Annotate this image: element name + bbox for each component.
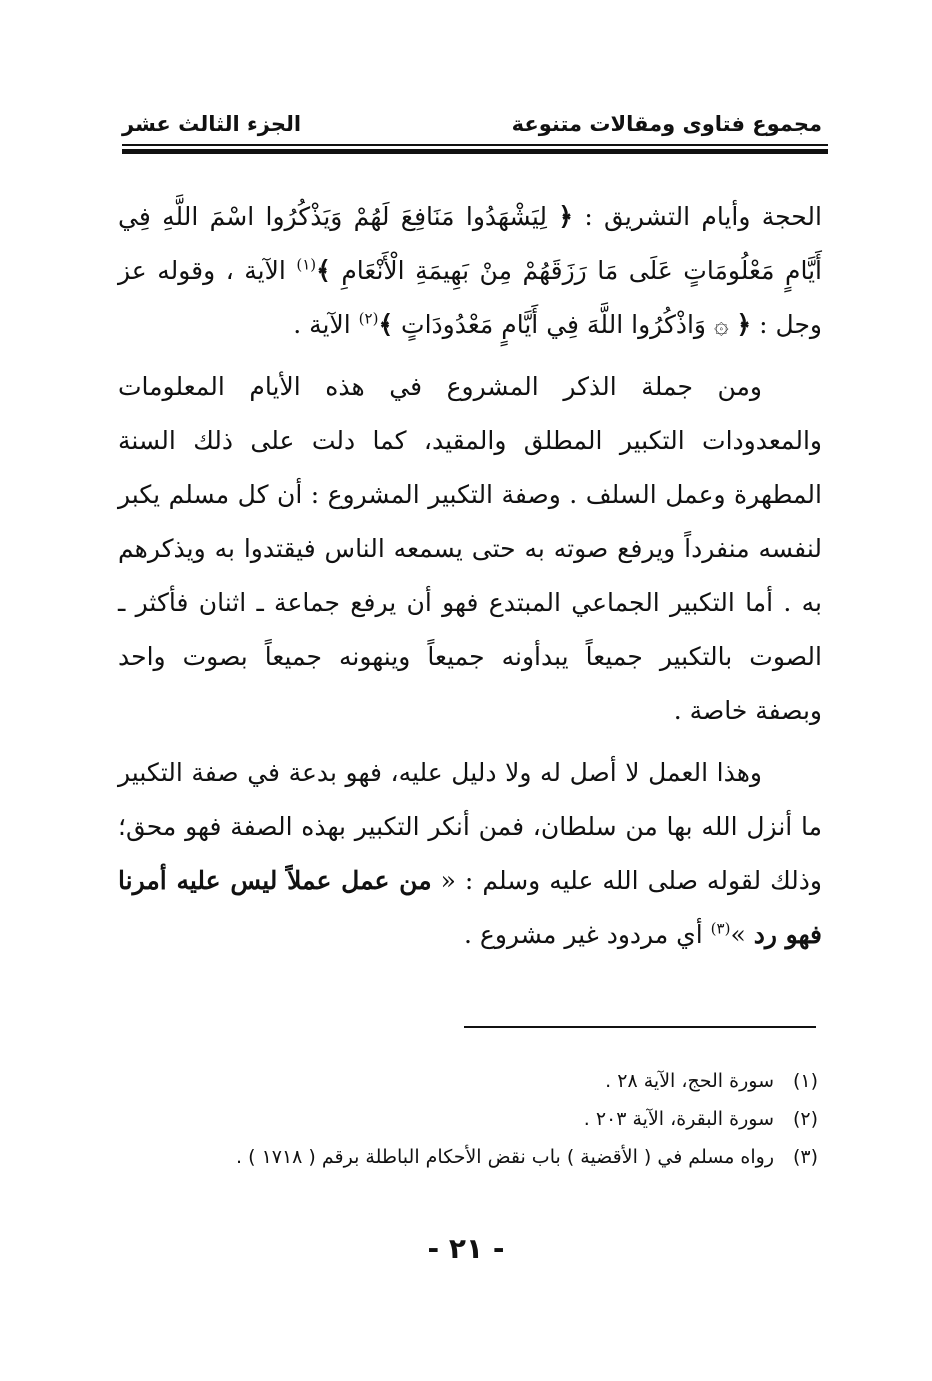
footnote-item — [112, 1062, 818, 1100]
p1-tail: الآية . — [293, 310, 351, 339]
quran-bracket-open: ﴿ — [558, 202, 573, 231]
paragraph-3 — [118, 746, 822, 962]
book-title: مجموع فتاوى ومقالات متنوعة — [511, 112, 822, 136]
part-label: الجزء الثالث عشر — [122, 112, 302, 136]
footnote-number: (١) — [792, 1070, 818, 1092]
footnote-item — [112, 1138, 818, 1176]
footnote-text: سورة الحج، الآية ٢٨ . — [605, 1070, 774, 1092]
footnotes — [112, 1062, 818, 1176]
running-header — [122, 112, 822, 140]
quote-open: « — [440, 866, 456, 895]
quran-verse-1: لِيَشْهَدُوا مَنَافِعَ لَهُمْ وَيَذْكُرُوا اسْمَ اللَّهِ فِي أَيَّامٍ مَعْلُومَاتٍ عَلَى مَا رَزَقَهُمْ مِنْ بَهِيمَةِ الْأَنْعَامِ — [118, 202, 822, 285]
header-rule-thin — [122, 144, 828, 146]
footnote-number: (٣) — [792, 1146, 818, 1168]
quote-close: » — [730, 920, 746, 949]
header-rule-thick — [122, 149, 828, 154]
page-number: - ٢١ - — [427, 1232, 505, 1265]
hadith-text: من عمل عملاً ليس عليه أمرنا فهو رد — [118, 866, 822, 949]
p3-tail: أي مردود غير مشروع . — [464, 920, 703, 949]
quran-bracket-close: ﴾ — [378, 310, 394, 339]
p1-lead: الحجة وأيام التشريق : — [584, 202, 822, 231]
footnote-ref-2: (٢) — [358, 309, 379, 328]
paragraph-2: ومن جملة الذكر المشروع في هذه الأيام المعلومات والمعدودات التكبير المطلق والمقيد، كما دلت على ذلك السنة المطهرة وعمل السلف . وصفة التكبير المشروع : أن كل مسلم يكبر لنفسه منفرداً ويرفع صوته به حتى يسمعه الناس فيقتدوا به ويذكرهم به . أما التكبير الجماعي المبتدع فهو أن يرفع جماعة ـ اثنان فأكثر ـ الصوت بالتكبير جميعاً يبدأونه جميعاً وينهونه جميعاً بصوت واحد وبصفة خاصة . — [118, 372, 822, 725]
footnote-separator — [464, 1026, 816, 1028]
quran-bracket-close: ﴾ — [316, 256, 331, 285]
footnote-number: (٢) — [792, 1108, 818, 1130]
footnote-item — [112, 1100, 818, 1138]
footnote-ref-1: (١) — [296, 255, 317, 274]
footnote-text: رواه مسلم في ( الأقضية ) باب نقض الأحكام الباطلة برقم ( ١٧١٨ ) . — [236, 1146, 774, 1168]
footnote-ref-3: (٣) — [710, 919, 731, 938]
footnote-text: سورة البقرة، الآية ٢٠٣ . — [583, 1108, 774, 1130]
paragraph-1 — [118, 190, 822, 352]
p3-text: وهذا العمل لا أصل له ولا دليل عليه، فهو بدعة في صفة التكبير ما أنزل الله بها من سلطان، فمن أنكر التكبير بهذه الصفة فهو محق؛ وذلك لقوله صلى الله عليه وسلم : — [118, 758, 822, 895]
quran-verse-2: ۞ وَاذْكُرُوا اللَّهَ فِي أَيَّامٍ مَعْدُودَاتٍ — [401, 310, 729, 339]
p1-mid: الآية ، وقوله عز وجل : — [118, 256, 822, 339]
quran-bracket-open: ﴿ — [736, 310, 752, 339]
body-text — [118, 190, 822, 970]
